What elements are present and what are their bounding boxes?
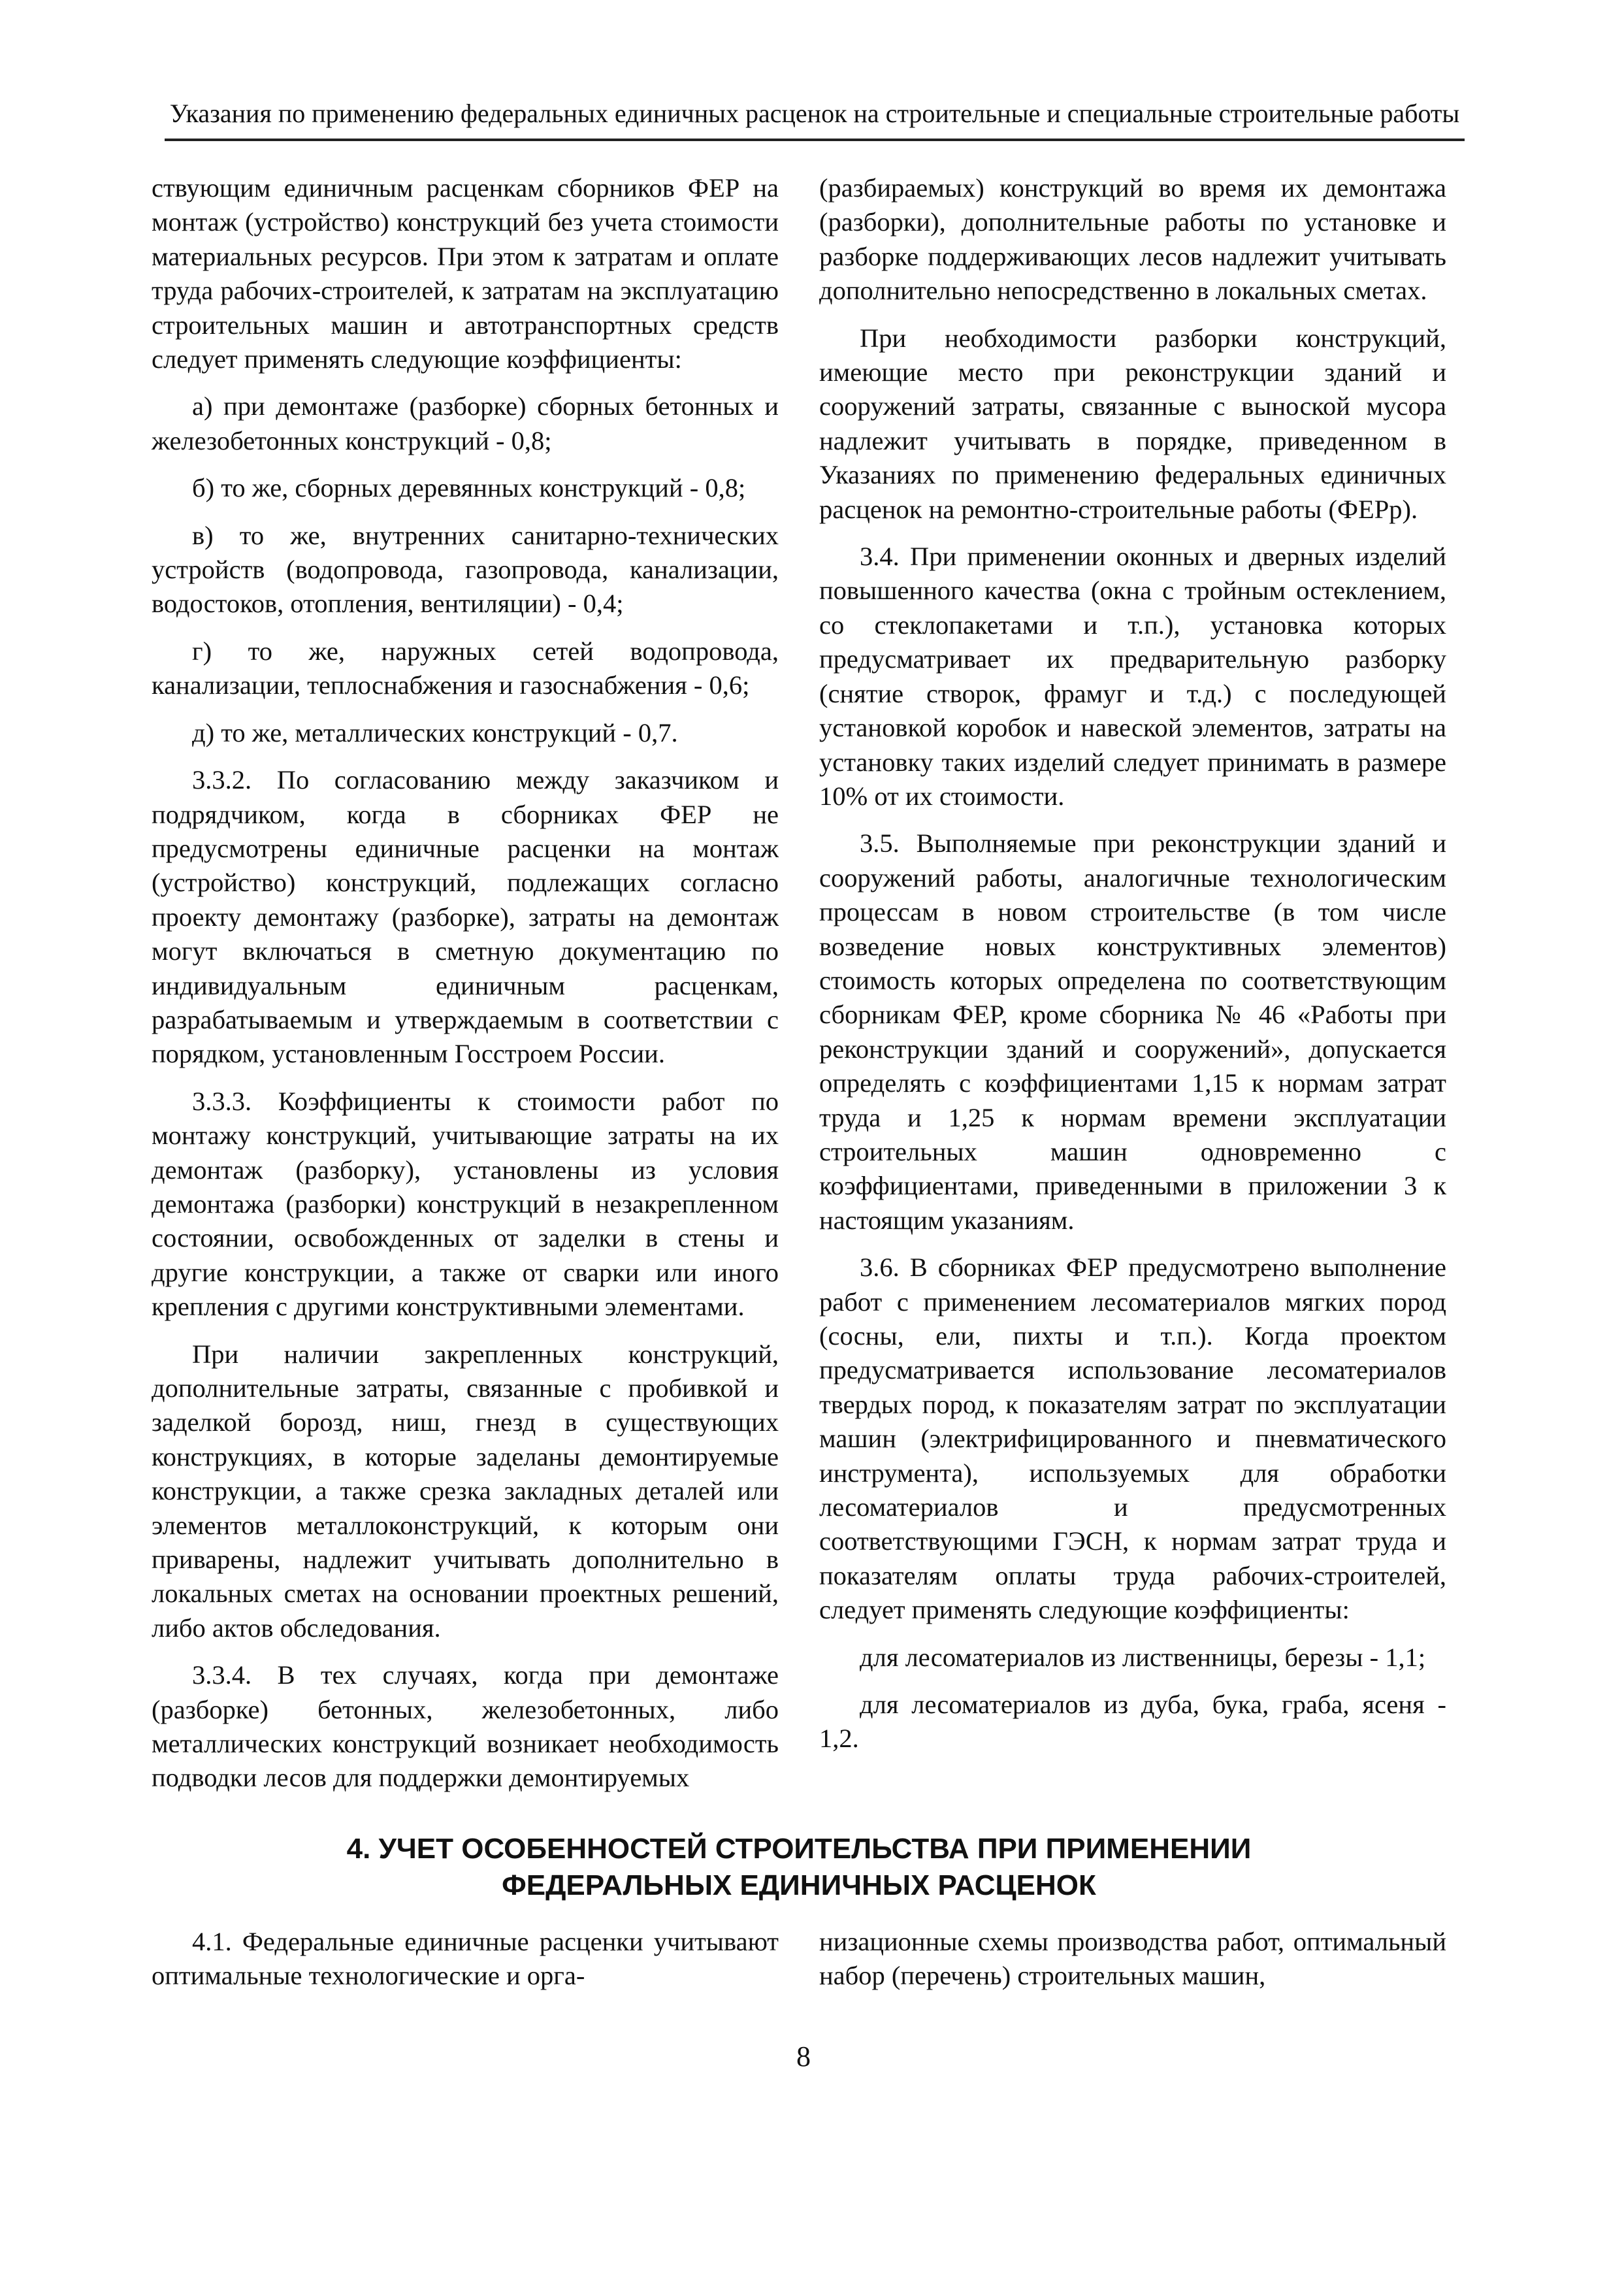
paragraph: в) то же, внутренних санитарно-технических устройств (водопровода, газопровода, канализации, водостоков, отопления, вентиляции) - 0,4; (152, 520, 779, 619)
paragraph: 3.3.4. В тех случаях, когда при демонтаже (разборке) бетонных, железобетонных, либо металлических конструкций возникает необходимость подводки лесов для поддержки демонтируемых (152, 1660, 779, 1793)
paragraph: 3.4. При применении оконных и дверных изделий повышенного качества (окна с тройным остеклением, со стеклопакетами и т.п.), установка которых предусматривает их предварительную разборку (снятие створок, фрамуг и т.д.) с последующей установкой коробок и навеской элементов, затраты на установку таких изделий следует принимать в размере 10% от их стоимости. (819, 542, 1446, 811)
paragraph: для лесоматериалов из дуба, бука, граба, ясеня - 1,2. (819, 1690, 1446, 1754)
paragraph: 3.3.2. По согласованию между заказчиком и подрядчиком, когда в сборниках ФЕР не предусмотрены единичные расценки на монтаж (устройство) конструкций, подлежащих согласно проекту демонтажу (разборке), затраты на демонтаж могут включаться в сметную документацию по индивидуальным единичным расценкам, разрабатываемым и утверждаемым в соответствии с порядком, установленным Госстроем России. (152, 765, 779, 1069)
left-column (152, 171, 779, 1809)
paragraph: При необходимости разборки конструкций, имеющие место при реконструкции зданий и сооружений затраты, связанные с выноской мусора надлежит учитывать в порядке, приведенном в Указаниях по применению федеральных единичных расценок на ремонтно-строительные работы (ФЕРр). (819, 323, 1446, 524)
paragraph: (разбираемых) конструкций во время их демонтажа (разборки), дополнительные работы по установке и разборке поддерживающих лесов надлежит учитывать дополнительно непосредственно в локальных сметах. (819, 173, 1446, 306)
paragraph: При наличии закрепленных конструкций, дополнительные затраты, связанные с пробивкой и заделкой борозд, ниш, гнезд в существующих конструкциях, в которые заделаны демонтируемые конструкции, а также срезка закладных деталей или элементов металлоконструкций, к которым они приварены, надлежит учитывать дополнительно в локальных сметах на основании проектных решений, либо актов обследования. (152, 1339, 779, 1643)
running-header: Указания по применению федеральных единичных расценок на строительные и специальные строительные работы (165, 98, 1465, 141)
paragraph: для лесоматериалов из лиственницы, березы - 1,1; (860, 1642, 1426, 1672)
section-heading-line: 4. УЧЕТ ОСОБЕННОСТЕЙ СТРОИТЕЛЬСТВА ПРИ ПРИМЕНЕНИИ (346, 1833, 1252, 1865)
paragraph: а) при демонтаже (разборке) сборных бетонных и железобетонных конструкций - 0,8; (152, 391, 779, 455)
section4-left-column (152, 1925, 779, 2007)
right-column (819, 171, 1446, 1769)
paragraph: низационные схемы производства работ, оптимальный набор (перечень) строительных машин, (819, 1927, 1446, 1991)
paragraph: д) то же, металлических конструкций - 0,7. (192, 717, 678, 747)
page-number: 8 (796, 2040, 811, 2073)
paragraph: 3.6. В сборниках ФЕР предусмотрено выполнение работ с применением лесоматериалов мягких пород (сосны, ели, пихты и т.п.). Когда проектом предусматривается использование лесоматериалов твердых пород, к показателям затрат по эксплуатации машин (электрифицированного и пневматического инструмента), используемых для обработки лесоматериалов и предусмотренных соответствующими ГЭСН, к нормам затрат труда и показателям оплаты труда рабочих-строителей, следует применять следующие коэффициенты: (819, 1253, 1446, 1625)
paragraph: 4.1. Федеральные единичные расценки учитывают оптимальные технологические и орга- (152, 1927, 779, 1991)
paragraph: ствующим единичным расценкам сборников ФЕР на монтаж (устройство) конструкций без учета стоимости материальных ресурсов. При этом к затратам и оплате труда рабочих-строителей, к затратам на эксплуатацию строительных машин и автотранспортных средств следует применять следующие коэффициенты: (152, 173, 779, 374)
paragraph: б) то же, сборных деревянных конструкций - 0,8; (192, 473, 746, 503)
section4-right-column (819, 1925, 1446, 2007)
paragraph: 3.3.3. Коэффициенты к стоимости работ по монтажу конструкций, учитывающие затраты на их демонтаж (разборку), установлены из условия демонтажа (разборки) конструкций в незакрепленном состоянии, освобожденных от заделки в стены и другие конструкции, а также от сварки или иного крепления с другими конструктивными элементами. (152, 1086, 779, 1322)
section-heading-line: ФЕДЕРАЛЬНЫХ ЕДИНИЧНЫХ РАСЦЕНОК (502, 1869, 1096, 1901)
section-heading (152, 1831, 1446, 1904)
paragraph: г) то же, наружных сетей водопровода, канализации, теплоснабжения и газоснабжения - 0,6; (152, 636, 779, 700)
paragraph: 3.5. Выполняемые при реконструкции зданий и сооружений работы, аналогичные технологическим процессам в новом строительстве (в том числе возведение новых конструктивных элементов) стоимость которых определена по соответствующим сборникам ФЕР, кроме сборника № 46 «Работы при реконструкции зданий и сооружений», допускается определять с коэффициентами 1,15 к нормам затрат труда и 1,25 к нормам времени эксплуатации строительных машин одновременно с коэффициентами, приведенными в приложении 3 к настоящим указаниям. (819, 828, 1446, 1235)
